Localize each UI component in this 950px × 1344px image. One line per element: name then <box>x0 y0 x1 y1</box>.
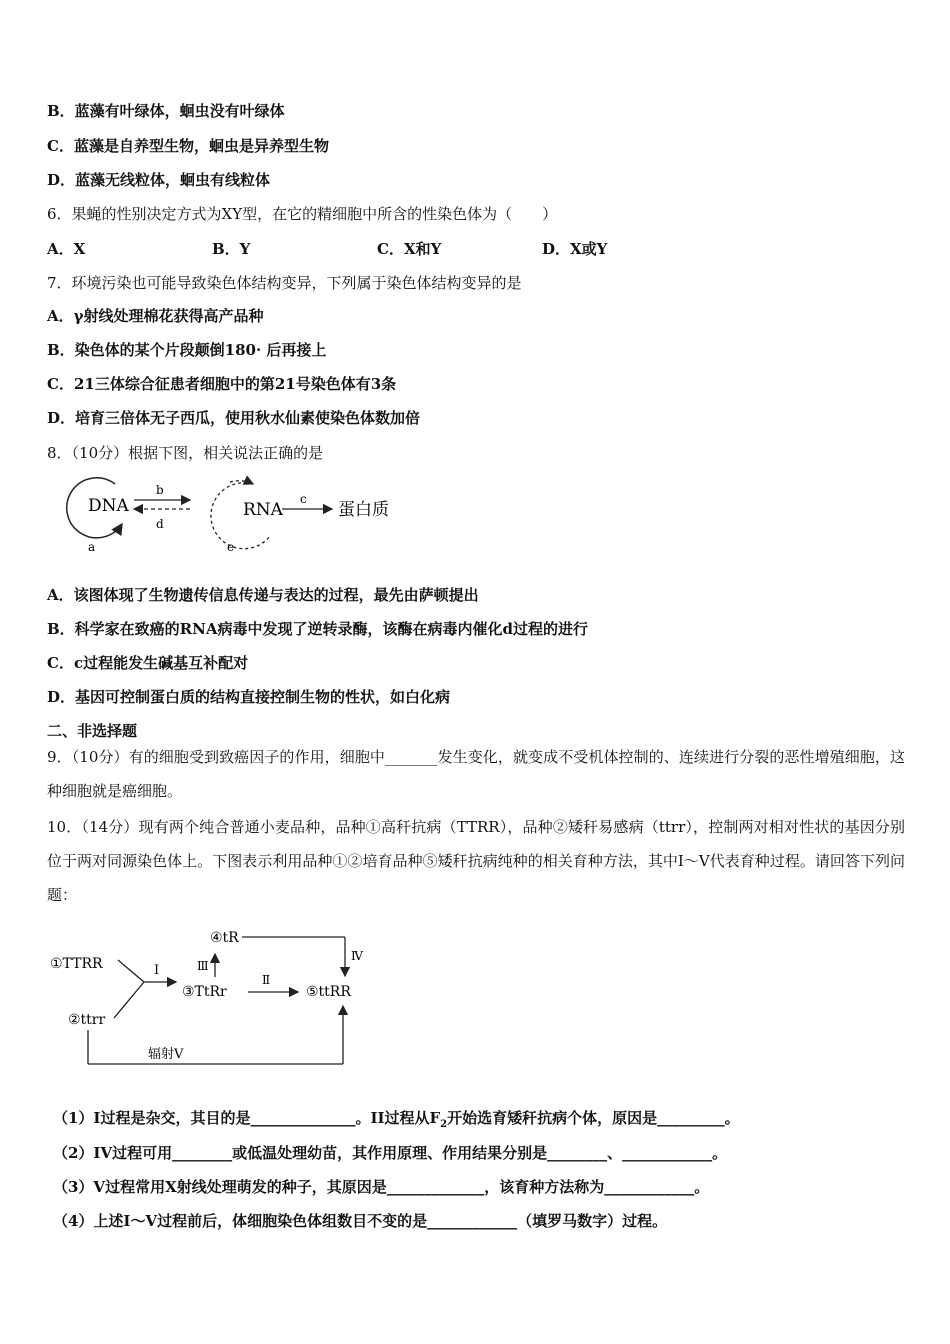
q6-option-b: B．Y <box>212 240 251 258</box>
q10-sub4: （4）上述I～V过程前后，体细胞染色体组数目不变的是____________（填罗马数字）过程。 <box>53 1212 668 1230</box>
q5-option-c: C．蓝藻是自养型生物，蛔虫是异养型生物 <box>47 137 329 155</box>
label-iv: Ⅳ <box>351 949 363 963</box>
label-e: e <box>227 540 235 554</box>
q7-stem: 7．环境污染也可能导致染色体结构变异，下列属于染色体结构变异的是 <box>47 274 522 292</box>
label-ii: Ⅱ <box>262 973 271 987</box>
label-i: Ⅰ <box>154 963 160 978</box>
rna-loop-arrowhead <box>230 481 253 484</box>
label-iii: Ⅲ <box>197 959 209 973</box>
q10-stem: 10．（14分）现有两个纯合普通小麦品种，品种①高秆抗病（TTRR），品种②矮秆易感病（ttrr），控制两对相对性状的基因分别位于两对同源染色体上。下图表示利用品种①②培育品种⑤矮秆抗病纯种的相关育种方法，其中Ⅰ～Ⅴ代表育种过程。请回答下列问题： <box>47 818 905 904</box>
q6-option-a: A．X <box>47 240 86 258</box>
q8-option-a: A．该图体现了生物遗传信息传递与表达的过程，最先由萨顿提出 <box>47 586 479 604</box>
q7-option-b: B．染色体的某个片段颠倒180· 后再接上 <box>47 341 327 359</box>
dna-label: DNA <box>88 496 129 516</box>
label-a: a <box>88 540 96 554</box>
q10-sub2: （2）IV过程可用________或低温处理幼苗，其作用原理、作用结果分别是________、____________。 <box>53 1144 728 1162</box>
q10-sub1 <box>53 1108 740 1135</box>
q9-text: 9．（10分）有的细胞受到致癌因子的作用，细胞中_______发生变化，就变成不受机体控制的、连续进行分裂的恶性增殖细胞，这种细胞就是癌细胞。 <box>47 748 905 800</box>
variety-1: ①TTRR <box>50 956 103 972</box>
q10-sub3: （3）V过程常用X射线处理萌发的种子，其原因是_____________，该育种方法称为____________。 <box>53 1178 710 1196</box>
q7-option-d: D．培育三倍体无子西瓜，使用秋水仙素使染色体数加倍 <box>47 409 421 427</box>
rna-label: RNA <box>243 500 283 520</box>
protein-label: 蛋白质 <box>338 500 389 520</box>
label-v: 辐射Ⅴ <box>148 1047 184 1062</box>
label-d: d <box>156 517 164 531</box>
variety-5: ⑤ttRR <box>306 984 351 1000</box>
central-dogma-diagram <box>50 472 410 560</box>
q10-sub1-part2: 开始选育矮秆抗病个体，原因是_________。 <box>447 1109 740 1127</box>
variety-2: ②ttrr <box>68 1012 106 1028</box>
q10-sub1-subscript: 2 <box>440 1119 448 1130</box>
q6-option-d: D．X或Y <box>542 240 608 258</box>
q10-sub1-part1: （1）I过程是杂交，其目的是______________。II过程从F <box>53 1109 441 1127</box>
q6-stem: 6．果蝇的性别决定方式为XY型，在它的精细胞中所含的性染色体为（ ） <box>47 205 558 223</box>
q8-stem: 8．（10分）根据下图，相关说法正确的是 <box>47 444 324 462</box>
label-c: c <box>300 492 307 506</box>
label-b: b <box>156 483 164 497</box>
section-heading: 二、非选择题 <box>47 722 138 740</box>
breeding-diagram <box>48 922 378 1072</box>
variety-3: ③TtRr <box>182 984 227 1000</box>
q8-option-d: D．基因可控制蛋白质的结构直接控制生物的性状，如白化病 <box>47 688 451 706</box>
q8-option-b: B．科学家在致癌的RNA病毒中发现了逆转录酶，该酶在病毒内催化d过程的进行 <box>47 620 588 638</box>
q6-options <box>47 239 905 259</box>
cross-line-1 <box>118 960 144 982</box>
variety-4: ④tR <box>210 930 239 946</box>
q5-option-b: B．蓝藻有叶绿体，蛔虫没有叶绿体 <box>47 102 285 120</box>
q5-option-d: D．蓝藻无线粒体，蛔虫有线粒体 <box>47 171 271 189</box>
q6-option-c: C．X和Y <box>377 240 442 258</box>
q8-option-c: C．c过程能发生碱基互补配对 <box>47 654 249 672</box>
q7-option-c: C．21三体综合征患者细胞中的第21号染色体有3条 <box>47 375 397 393</box>
cross-line-2 <box>114 982 144 1018</box>
q7-option-a: A．γ射线处理棉花获得高产品种 <box>47 307 264 325</box>
